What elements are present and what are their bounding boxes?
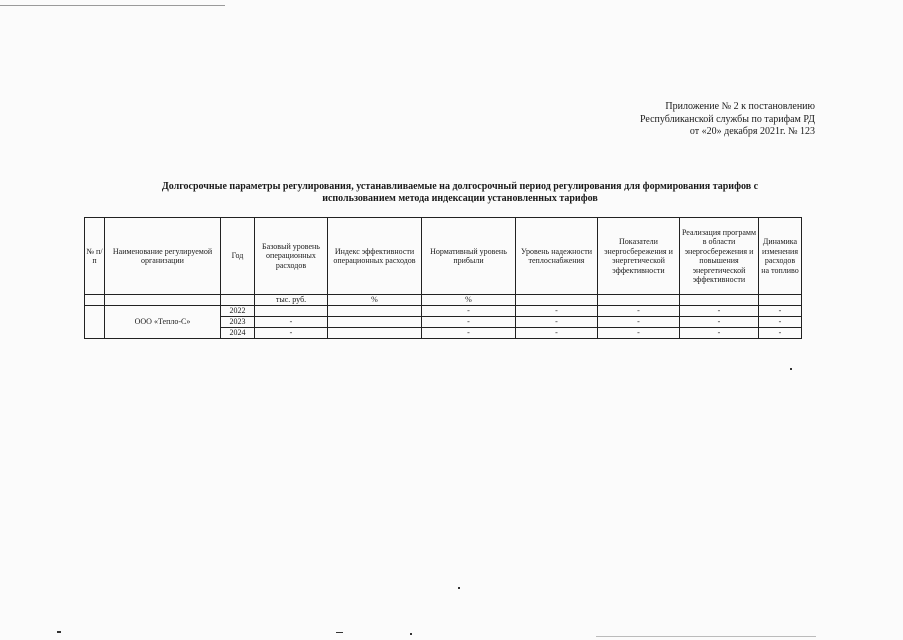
table-header-row: [85, 218, 802, 295]
title-line-1: Долгосрочные параметры регулирования, устанавливаемые на долгосрочный период регулирования для формирования тарифов с: [161, 181, 759, 192]
unit-normative-profit: %: [422, 295, 516, 306]
appendix-line-3: от «20» декабря 2021г. № 123: [689, 126, 815, 137]
scan-speck: [790, 368, 792, 370]
value-cell: -: [680, 328, 759, 339]
table-units-row: [85, 295, 802, 306]
header-energy-saving-programs: Реализация программ в области энергосбережения и повышения энергетической эффективности: [680, 218, 759, 295]
value-cell: -: [759, 328, 802, 339]
value-cell: -: [598, 328, 680, 339]
value-cell: -: [759, 317, 802, 328]
value-cell: -: [598, 306, 680, 317]
year-cell: 2022: [221, 306, 255, 317]
header-reliability-level: Уровень надежности теплоснабжения: [516, 218, 598, 295]
scan-speck: [458, 587, 460, 589]
year-cell: 2023: [221, 317, 255, 328]
value-cell: -: [680, 317, 759, 328]
table-row: [85, 306, 802, 317]
title-line-2: использованием метода индексации установленных тарифов: [322, 193, 598, 204]
value-cell: -: [422, 306, 516, 317]
value-cell: -: [759, 306, 802, 317]
header-base-opex: Базовый уровень операционных расходов: [255, 218, 328, 295]
header-energy-saving-indicators: Показатели энергосбережения и энергетической эффективности: [598, 218, 680, 295]
year-cell: 2024: [221, 328, 255, 339]
appendix-reference: [640, 101, 815, 139]
scan-speck: [596, 636, 816, 637]
header-organization: Наименование регулируемой организации: [105, 218, 221, 295]
scan-speck: [410, 633, 412, 635]
unit-base-opex: тыс. руб.: [255, 295, 328, 306]
value-cell: [255, 306, 328, 317]
value-cell: -: [680, 306, 759, 317]
value-cell: [328, 328, 422, 339]
value-cell: -: [516, 317, 598, 328]
value-cell: -: [516, 306, 598, 317]
appendix-line-1: Приложение № 2 к постановлению: [665, 101, 815, 112]
value-cell: -: [422, 317, 516, 328]
value-cell: [328, 317, 422, 328]
value-cell: -: [422, 328, 516, 339]
value-cell: [328, 306, 422, 317]
scan-speck: [336, 632, 343, 633]
header-opex-efficiency-index: Индекс эффективности операционных расходов: [328, 218, 422, 295]
value-cell: -: [598, 317, 680, 328]
header-fuel-cost-dynamics: Динамика изменения расходов на топливо: [759, 218, 802, 295]
top-rule: [0, 5, 225, 6]
header-year: Год: [221, 218, 255, 295]
value-cell: -: [516, 328, 598, 339]
document-title: [80, 181, 840, 205]
row-number-cell: [85, 306, 105, 339]
unit-opex-efficiency-index: %: [328, 295, 422, 306]
appendix-line-2: Республиканской службы по тарифам РД: [640, 113, 815, 125]
scan-speck: [57, 631, 61, 633]
header-normative-profit: Нормативный уровень прибыли: [422, 218, 516, 295]
organization-name: ООО «Тепло-С»: [105, 306, 221, 339]
header-number: № п/п: [85, 218, 105, 295]
value-cell: -: [255, 328, 328, 339]
parameters-table: [84, 217, 802, 339]
value-cell: -: [255, 317, 328, 328]
